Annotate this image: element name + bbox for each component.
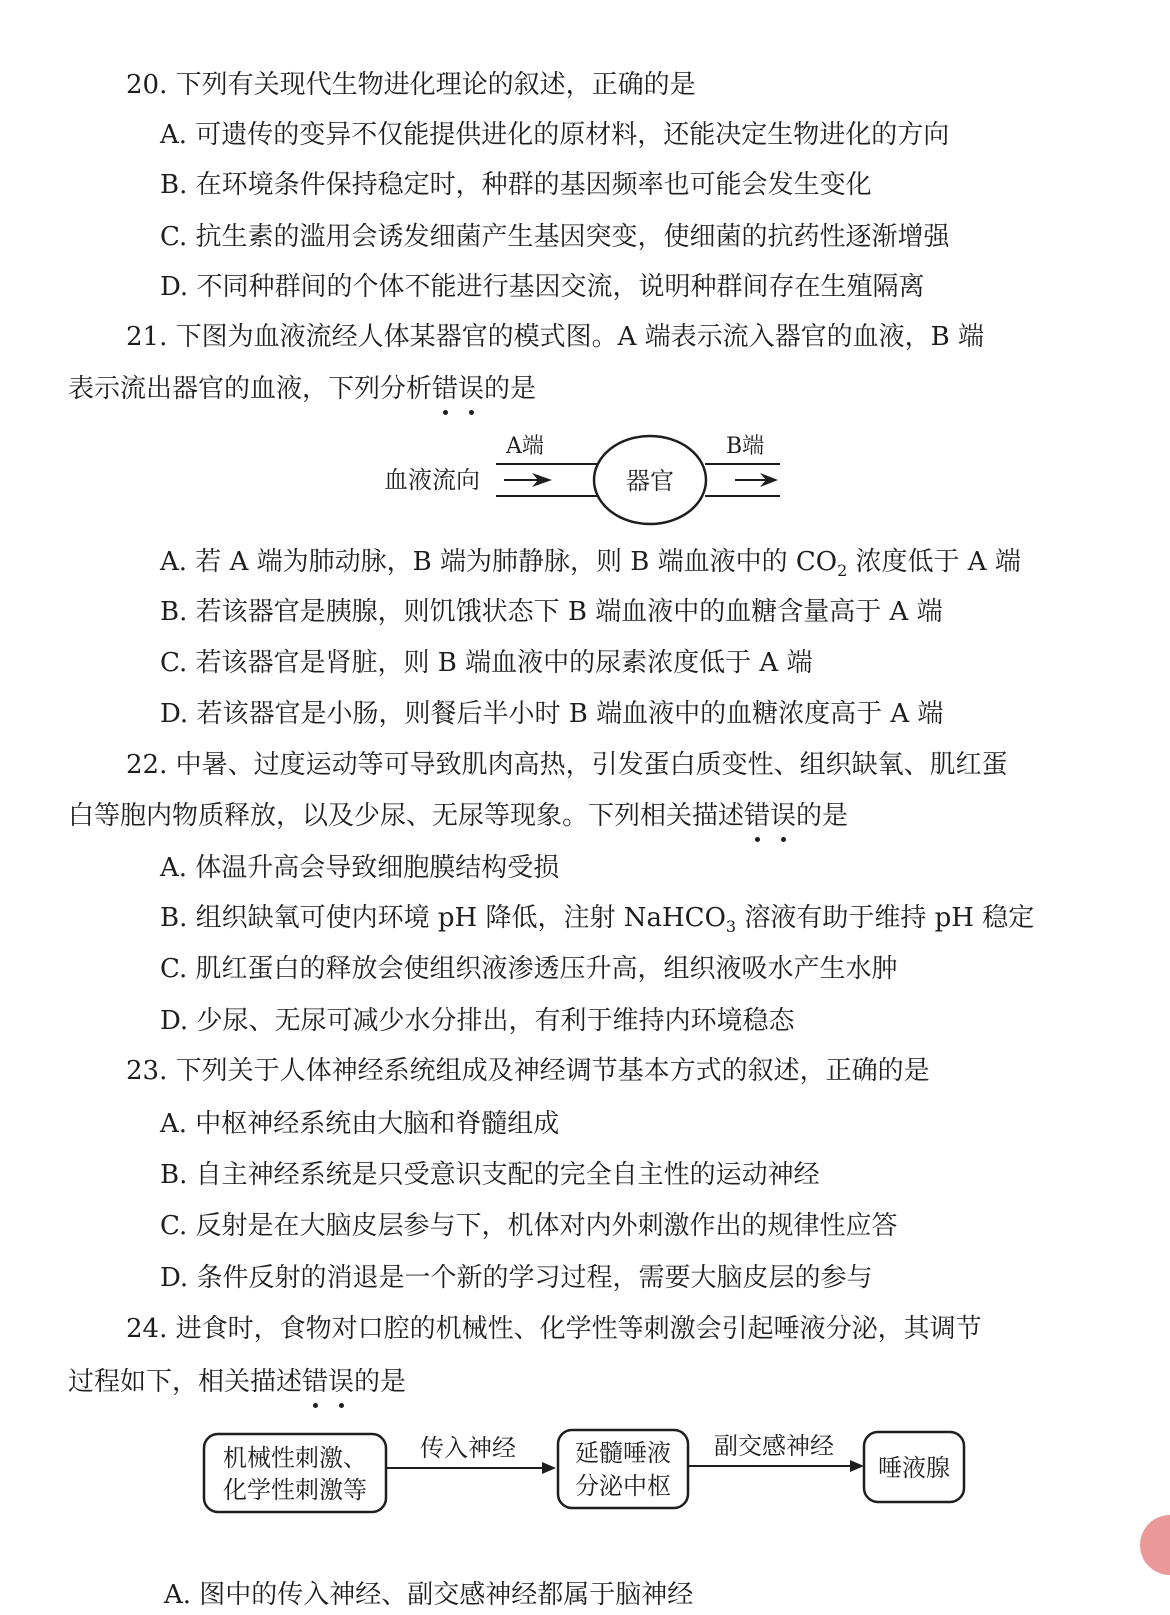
emphasis-dot: 误 (458, 374, 485, 404)
q24-stem-line2: 过程如下，相关描述错误的是 (68, 1367, 407, 1397)
q21-option-b: B. 若该器官是胰腺，则饥饿状态下 B 端血液中的血糖含量高于 A 端 (160, 597, 943, 627)
q21-option-d: D. 若该器官是小肠，则餐后半小时 B 端血液中的血糖浓度高于 A 端 (160, 699, 944, 729)
emphasis-dot: 误 (328, 1367, 355, 1397)
afferent-nerve-label: 传入神经 (420, 1434, 516, 1462)
q21-option-c: C. 若该器官是肾脏，则 B 端血液中的尿素浓度低于 A 端 (160, 648, 813, 678)
flow-arrow-icon (504, 473, 552, 487)
emphasis-dot: 错 (744, 801, 771, 831)
q22-option-d: D. 少尿、无尿可减少水分排出，有利于维持内环境稳态 (160, 1006, 795, 1036)
q23-stem: 23. 下列关于人体神经系统组成及神经调节基本方式的叙述，正确的是 (126, 1056, 930, 1086)
q24-stem-line1: 24. 进食时，食物对口腔的机械性、化学性等刺激会引起唾液分泌，其调节 (126, 1314, 982, 1344)
q20-option-c: C. 抗生素的滥用会诱发细菌产生基因突变，使细菌的抗药性逐渐增强 (160, 222, 950, 252)
salivation-flow-diagram (196, 1422, 976, 1522)
emphasis-dot: 错 (302, 1367, 329, 1397)
a-end-label: A端 (506, 434, 544, 459)
decorative-corner-mark (1140, 1515, 1170, 1575)
q20-option-b: B. 在环境条件保持稳定时，种群的基因频率也可能会发生变化 (160, 170, 872, 200)
q20-option-d: D. 不同种群间的个体不能进行基因交流，说明种群间存在生殖隔离 (160, 272, 925, 302)
arrow-right-icon (386, 1462, 556, 1474)
q20-stem: 20. 下列有关现代生物进化理论的叙述，正确的是 (126, 70, 696, 100)
q22-option-a: A. 体温升高会导致细胞膜结构受损 (160, 853, 560, 883)
q23-option-b: B. 自主神经系统是只受意识支配的完全自主性的运动神经 (160, 1160, 820, 1190)
salivary-gland-label: 唾液腺 (878, 1454, 950, 1482)
flow-arrow-icon (735, 473, 778, 487)
q24-option-a: A. 图中的传入神经、副交感神经都属于脑神经 (164, 1580, 694, 1610)
medulla-box-line2: 分泌中枢 (575, 1472, 671, 1500)
blood-flow-diagram (380, 425, 800, 530)
arrow-right-icon (688, 1460, 864, 1472)
flow-direction-label: 血液流向 (384, 466, 480, 494)
q23-option-d: D. 条件反射的消退是一个新的学习过程，需要大脑皮层的参与 (160, 1263, 873, 1293)
q21-stem-line1: 21. 下图为血液流经人体某器官的模式图。A 端表示流入器官的血液，B 端 (126, 322, 985, 352)
emphasis-dot: 错 (432, 374, 459, 404)
q22-stem-line2: 白等胞内物质释放，以及少尿、无尿等现象。下列相关描述错误的是 (68, 801, 849, 831)
q23-option-c: C. 反射是在大脑皮层参与下，机体对内外刺激作出的规律性应答 (160, 1211, 898, 1241)
q22-option-b: B. 组织缺氧可使内环境 pH 降低，注射 NaHCO$_3$ 溶液有助于维持 pH 稳定 (160, 903, 1035, 937)
parasympathetic-nerve-label: 副交感神经 (714, 1432, 834, 1460)
b-end-label: B端 (726, 434, 765, 459)
q22-stem-line1: 22. 中暑、过度运动等可导致肌肉高热，引发蛋白质变性、组织缺氧、肌红蛋 (126, 750, 1008, 780)
organ-label: 器官 (626, 467, 674, 495)
medulla-box-line1: 延髓唾液 (575, 1439, 671, 1467)
q21-option-a: A. 若 A 端为肺动脉，B 端为肺静脉，则 B 端血液中的 $CO_2$ 浓度低于 A 端 (160, 547, 1021, 581)
emphasis-dot: 误 (770, 801, 797, 831)
q20-option-a: A. 可遗传的变异不仅能提供进化的原材料，还能决定生物进化的方向 (160, 120, 950, 150)
q21-stem-line2: 表示流出器官的血液，下列分析错误的是 (68, 374, 537, 404)
q22-option-c: C. 肌红蛋白的释放会使组织液渗透压升高，组织液吸水产生水肿 (160, 954, 898, 984)
q23-option-a: A. 中枢神经系统由大脑和脊髓组成 (160, 1109, 560, 1139)
stimulus-box-line1: 机械性刺激、 (223, 1444, 367, 1472)
stimulus-box-line2: 化学性刺激等 (223, 1476, 367, 1504)
